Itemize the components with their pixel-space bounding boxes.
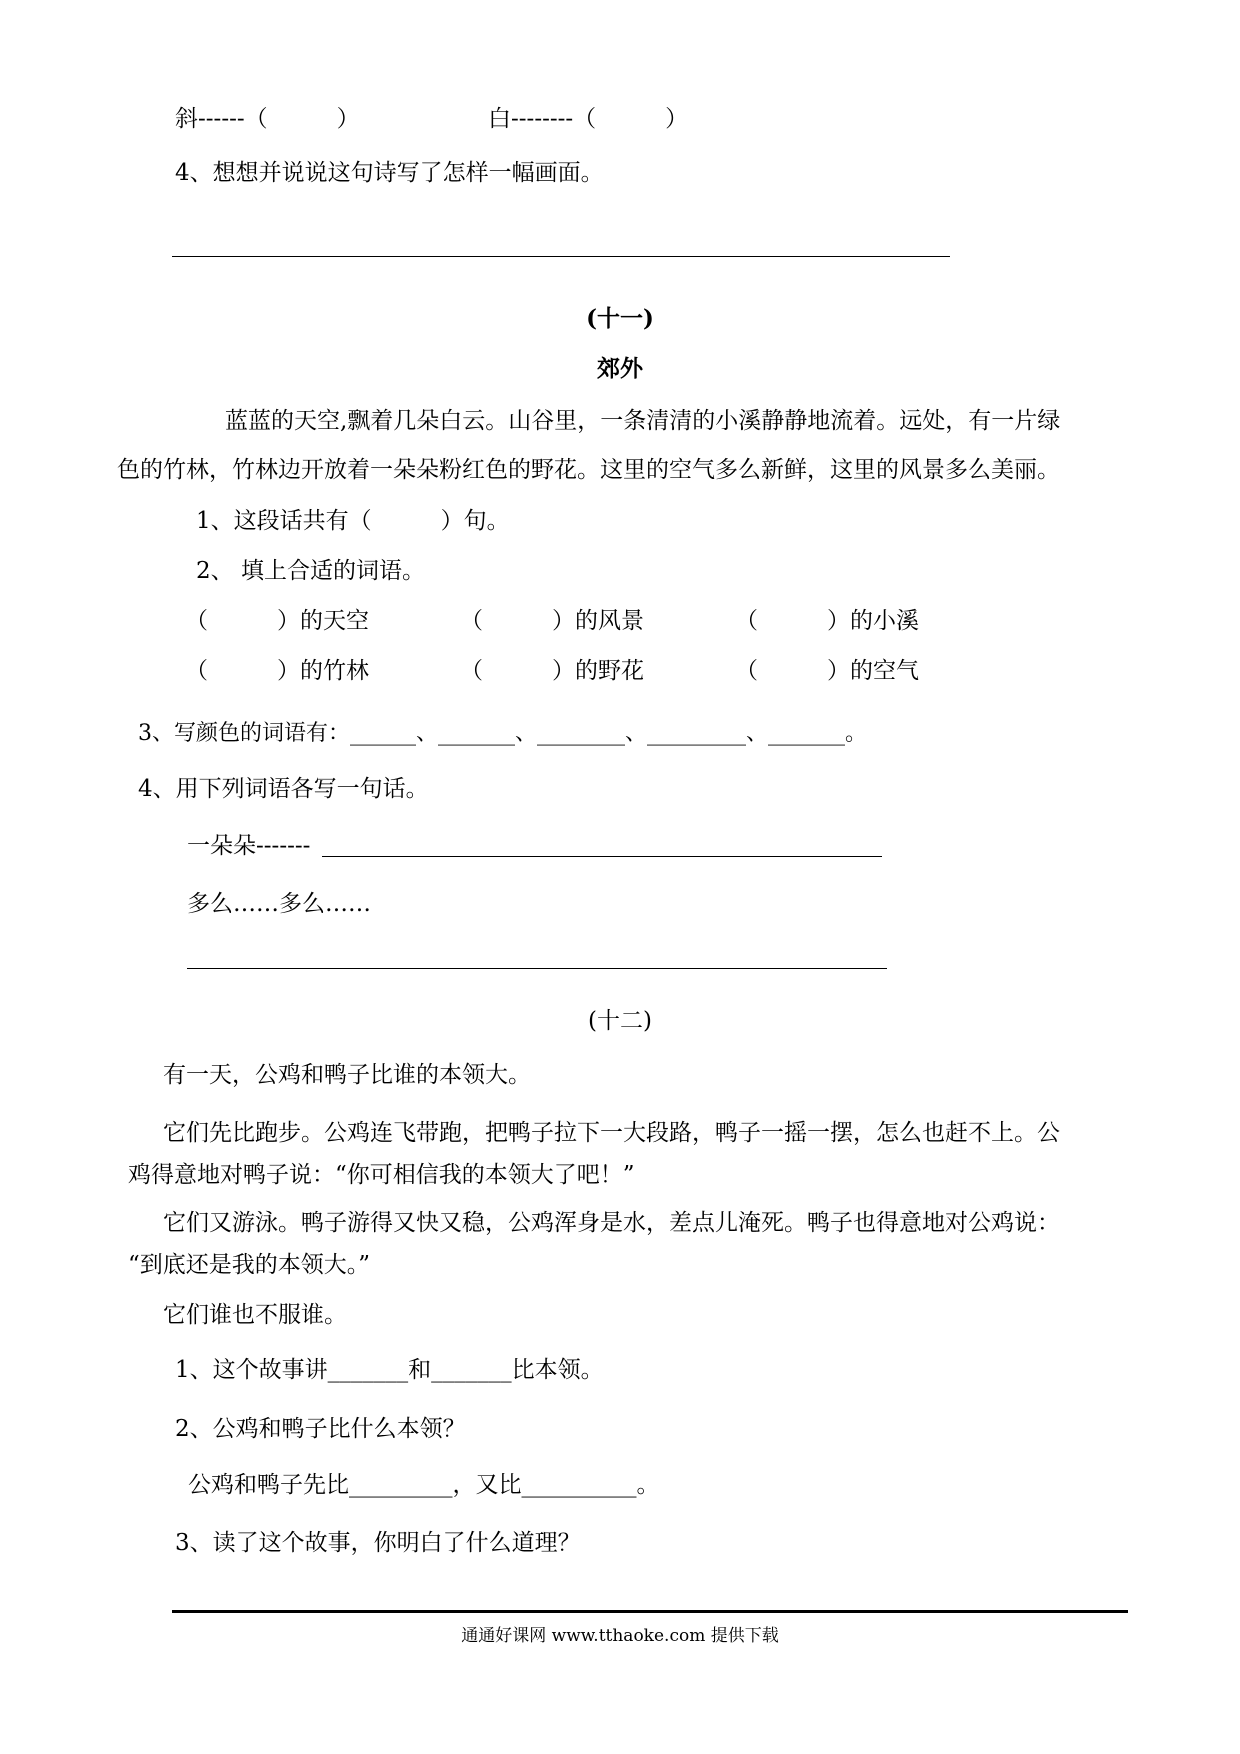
- story-para-3-line-2: “到底还是我的本领大。”: [128, 1252, 371, 1278]
- story-para-1: 有一天，公鸡和鸭子比谁的本领大。: [163, 1062, 531, 1088]
- story-para-3-line-1: 它们又游泳。鸭子游得又快又稳，公鸡浑身是水，差点儿淹死。鸭子也得意地对公鸡说：: [163, 1210, 1060, 1236]
- word-yiduoduo: 一朵朵-------: [187, 833, 311, 859]
- footer-text: 通通好课网 www.tthaoke.com 提供下载: [461, 1626, 779, 1646]
- question-2-answer: 公鸡和鸭子先比_________，又比__________。: [188, 1472, 660, 1498]
- passage-line-2: 色的竹林，竹林边开放着一朵朵粉红色的野花。这里的空气多么新鲜，这里的风景多么美丽。: [117, 457, 1060, 483]
- word-duome: 多么……多么……: [187, 891, 371, 917]
- question-1: 1、这个故事讲_______和_______比本领。: [175, 1357, 604, 1383]
- footer-rule: [172, 1610, 1128, 1613]
- passage-line-1: 蓝蓝的天空,飘着几朵白云。山谷里，一条清清的小溪静静地流着。远处，有一片绿: [225, 408, 1061, 434]
- section-12-number: (十二): [588, 1008, 652, 1034]
- story-para-4: 它们谁也不服谁。: [163, 1302, 347, 1328]
- question-2: 2、 填上合适的词语。: [196, 558, 425, 584]
- fill-item-bamboo: （ ）的竹林: [185, 658, 369, 684]
- prev-q4-prompt: 4、想想并说说这句诗写了怎样一幅画面。: [175, 160, 604, 186]
- story-para-2-line-2: 鸡得意地对鸭子说：“你可相信我的本领大了吧！”: [128, 1162, 635, 1188]
- question-4: 4、用下列词语各写一句话。: [138, 776, 429, 802]
- question-1: 1、这段话共有（ ）句。: [196, 508, 510, 534]
- fill-item-flowers: （ ）的野花: [460, 658, 644, 684]
- prev-q3-item-xie: 斜------（ ）: [175, 106, 360, 132]
- fill-item-sky: （ ）的天空: [185, 608, 369, 634]
- question-3: 3、读了这个故事，你明白了什么道理？: [175, 1530, 581, 1556]
- fill-item-stream: （ ）的小溪: [735, 608, 919, 634]
- story-para-2-line-1: 它们先比跑步。公鸡连飞带跑，把鸭子拉下一大段路，鸭子一摇一摆，怎么也赶不上。公: [163, 1120, 1060, 1146]
- fill-item-scenery: （ ）的风景: [460, 608, 644, 634]
- section-11-title: 郊外: [597, 355, 643, 382]
- question-2: 2、公鸡和鸭子比什么本领？: [175, 1416, 466, 1442]
- answer-line: [172, 256, 950, 257]
- question-3: 3、写颜色的词语有：______、_______、________、_________、_______。: [138, 721, 867, 746]
- section-11-number: (十一): [586, 305, 654, 332]
- fill-item-air: （ ）的空气: [735, 658, 919, 684]
- prev-q3-item-bai: 白--------（ ）: [488, 106, 689, 132]
- answer-line: [322, 856, 882, 857]
- answer-line: [187, 968, 887, 969]
